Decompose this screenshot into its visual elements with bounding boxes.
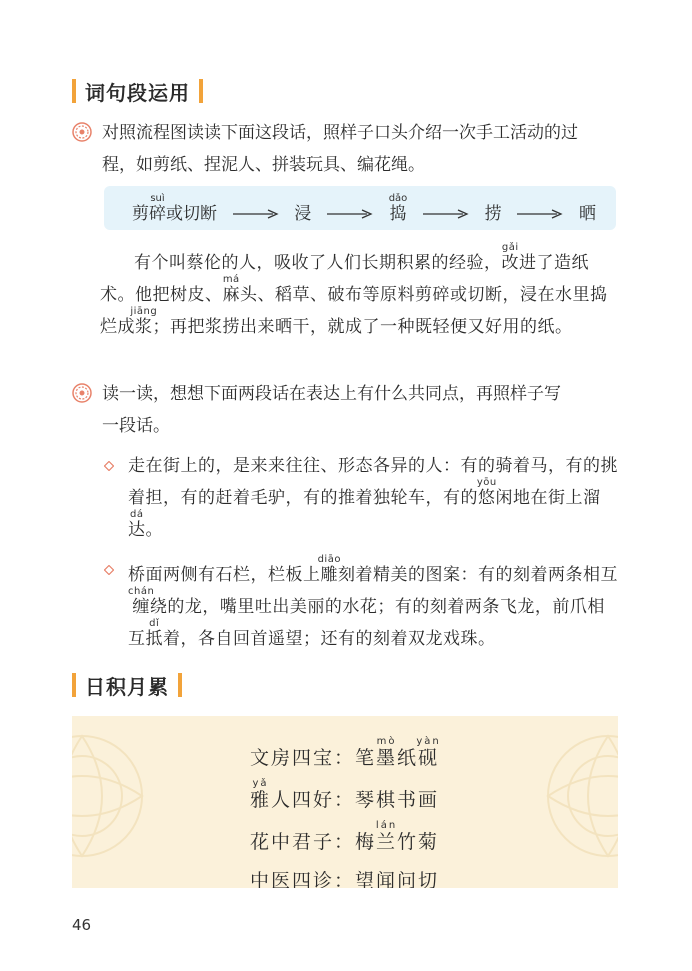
diamond-bullet-icon <box>104 565 114 575</box>
task-1-line-2: 程，如剪纸、捏泥人、拼装玩具、编花绳。 <box>102 155 425 175</box>
task-2-line-1: 读一读，想想下面两段话在表达上有什么共同点，再照样子写 <box>102 384 561 404</box>
flow-step-5: 晒 <box>578 204 596 224</box>
task-2-line-2: 一段话。 <box>102 416 170 436</box>
example-paragraph: 有个叫蔡伦的人，吸收了人们长期积累的经验，改gǎi进了造纸术。他把树皮、麻má头、稻草、破布等原料剪碎或切断，浸在水里捣烂成浆jiāng；再把浆捞出来晒干，就成了一种既轻便又好用的纸。 <box>100 242 608 337</box>
example-bullets <box>100 450 620 663</box>
idiom-row-3: 花中君子：梅兰lán竹菊 <box>250 820 440 853</box>
bullet-item-street: 走在街上的，是来来往往、形态各异的人：有的骑着马，有的挑着担，有的赶着毛驴，有的推着独轮车，有的悠yōu闲地在街上溜达dá。 <box>100 450 620 546</box>
arrow-right-icon <box>233 209 279 219</box>
idiom-row-4: 中医四诊：望闻问切 <box>250 870 440 888</box>
arrow-right-icon <box>517 209 563 219</box>
ornament-right-icon <box>498 716 618 888</box>
accumulation-box <box>72 716 618 888</box>
arrow-right-icon <box>423 209 469 219</box>
exercise-marker-icon <box>72 383 92 403</box>
section-bar-right <box>199 79 203 103</box>
section-title: 词句段运用 <box>85 80 190 105</box>
section-title: 日积月累 <box>85 674 169 699</box>
diamond-bullet-icon <box>104 461 114 471</box>
flow-step-1: 剪碎suì或切断 <box>132 193 217 224</box>
flow-step-3: 捣dǎo <box>388 193 408 224</box>
flow-step-2: 浸 <box>294 204 312 224</box>
arrow-right-icon <box>327 209 373 219</box>
page-number: 46 <box>72 916 92 934</box>
flow-step-4: 捞 <box>484 204 502 224</box>
idiom-row-2: 雅yǎ人四好：琴棋书画 <box>250 778 440 811</box>
process-flow <box>104 186 616 230</box>
idiom-list <box>250 736 441 888</box>
task-2 <box>72 378 632 442</box>
section-header-ri-ji-yue-lei <box>72 670 182 700</box>
task-1-line-1: 对照流程图读读下面这段话，照样子口头介绍一次手工活动的过 <box>102 123 578 143</box>
exercise-marker-icon <box>72 122 92 142</box>
section-bar-left <box>72 79 76 103</box>
section-header-ci-ju-duan <box>72 76 203 106</box>
ornament-left-icon <box>72 716 192 888</box>
section-bar-right <box>178 673 182 697</box>
task-1 <box>72 117 632 181</box>
bullet-item-bridge: 桥面两侧有石栏，栏板上雕diāo刻着精美的图案：有的刻着两条相互缠chán绕的龙，嘴里吐出美丽的水花；有的刻着两条飞龙，前爪相互抵dǐ着，各自回首遥望；还有的刻着双龙戏珠。 <box>100 554 620 655</box>
idiom-row-1: 文房四宝：笔墨mò纸砚yàn <box>250 736 441 769</box>
section-bar-left <box>72 673 76 697</box>
